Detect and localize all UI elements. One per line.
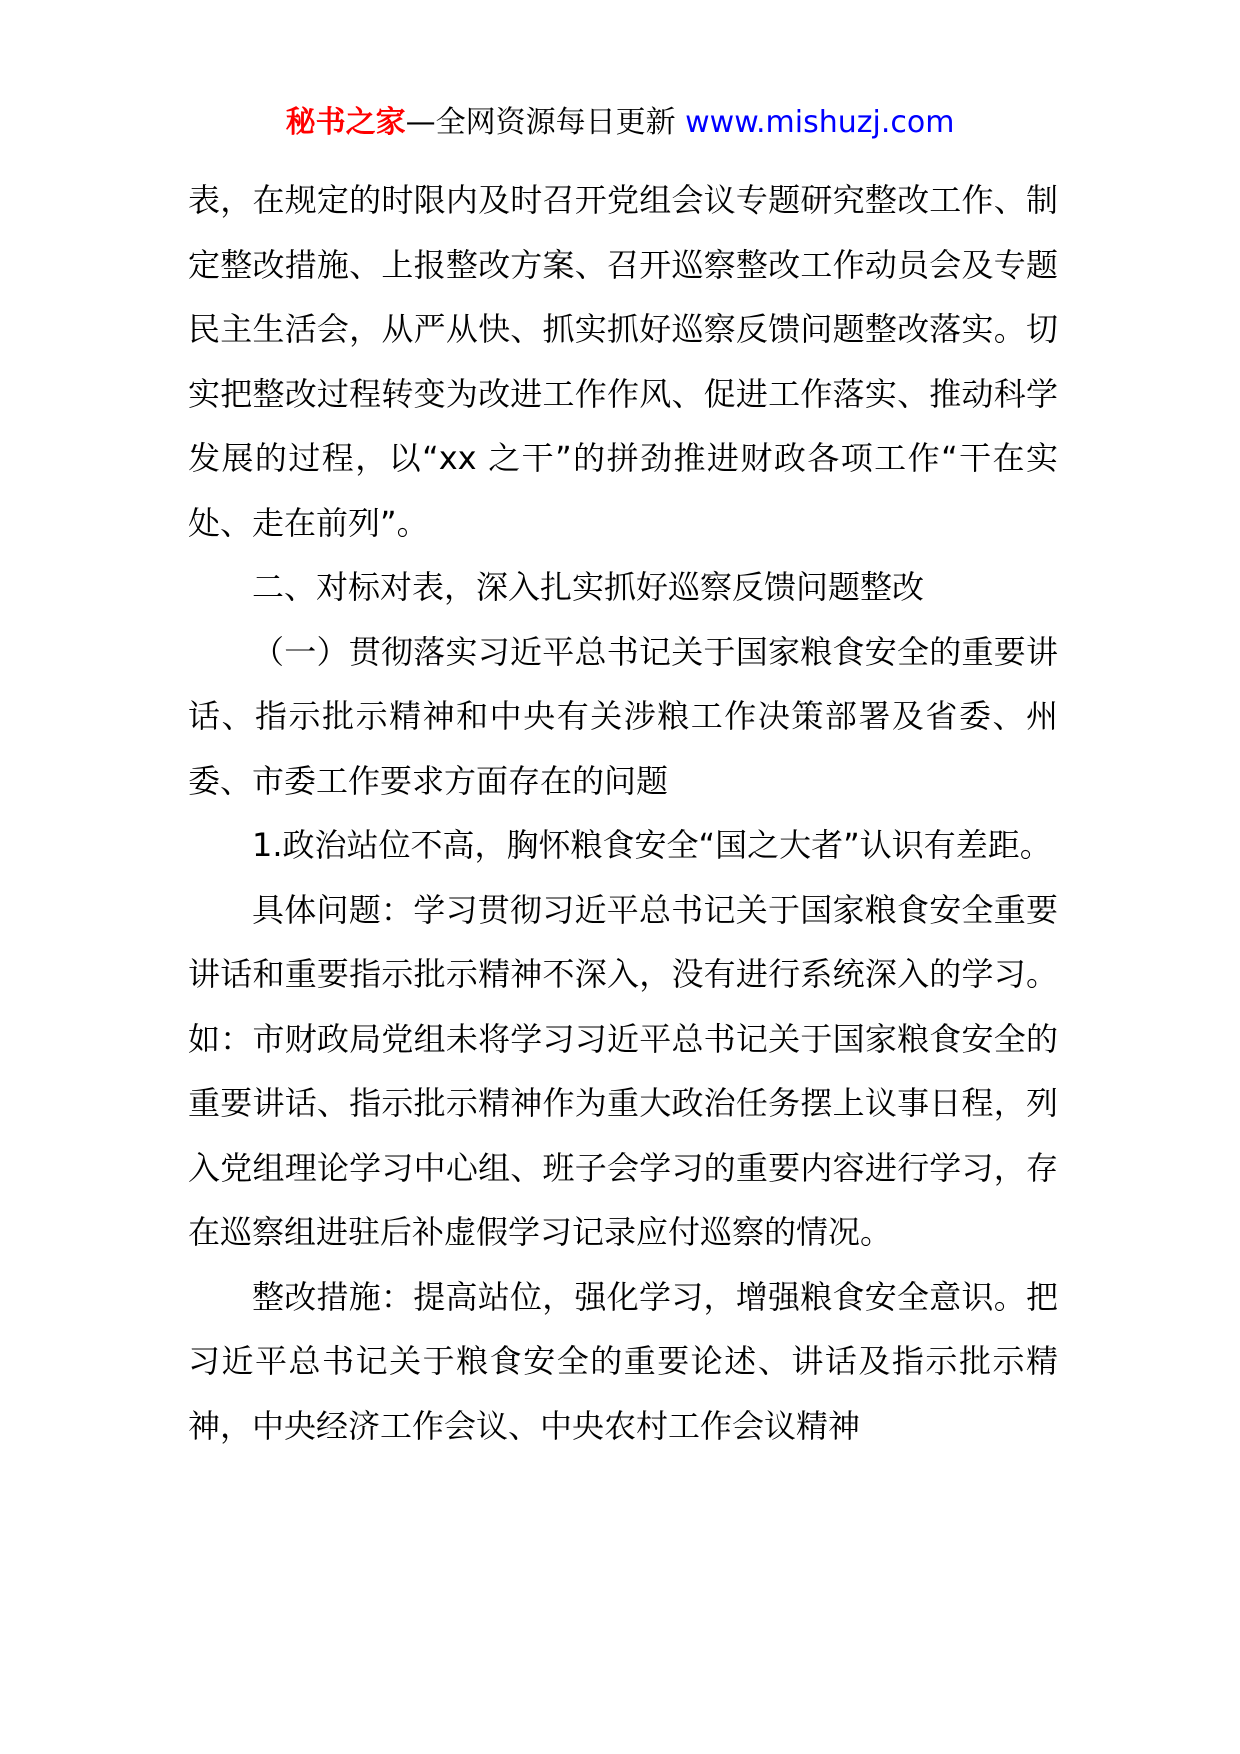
- brand-name: 秘书之家: [285, 105, 406, 140]
- specific-problem-paragraph: 具体问题：学习贯彻习近平总书记关于国家粮食安全重要讲话和重要指示批示精神不深入，没有进行系统深入的学习。如：市财政局党组未将学习习近平总书记关于国家粮食安全的重要讲话、指示批示精神作为重大政治任务摆上议事日程，列入党组理论学习中心组、班子会学习的重要内容进行学习，存在巡察组进驻后补虚假学习记录应付巡察的情况。: [188, 890, 1058, 1251]
- website-link[interactable]: www.mishuzj.com: [685, 105, 955, 140]
- subsection-heading: （一）贯彻落实习近平总书记关于国家粮食安全的重要讲话、指示批示精神和中央有关涉粮工作决策部署及省委、州委、市委工作要求方面存在的问题: [188, 632, 1058, 800]
- paragraph-continued: 表，在规定的时限内及时召开党组会议专题研究整改工作、制定整改措施、上报整改方案、召开巡察整改工作动员会及专题民主生活会，从严从快、抓实抓好巡察反馈问题整改落实。切实把整改过程转变为改进工作作风、促进工作落实、推动科学发展的过程，以“xx 之干”的拼劲推进财政各项工作“干在实处、走在前列”。: [188, 181, 1058, 542]
- rectification-measures-paragraph: 整改措施：提高站位，强化学习，增强粮食安全意识。把习近平总书记关于粮食安全的重要论述、讲话及指示批示精神，中央经济工作会议、中央农村工作会议精神: [188, 1277, 1058, 1445]
- section-heading: 二、对标对表，深入扎实抓好巡察反馈问题整改: [252, 568, 925, 606]
- issue-item-heading: 1.政治站位不高，胸怀粮食安全“国之大者”认识有差距。: [252, 826, 1052, 864]
- header-tagline: —全网资源每日更新: [405, 105, 676, 140]
- document-body: [188, 168, 1058, 1458]
- page-header: [0, 103, 1240, 143]
